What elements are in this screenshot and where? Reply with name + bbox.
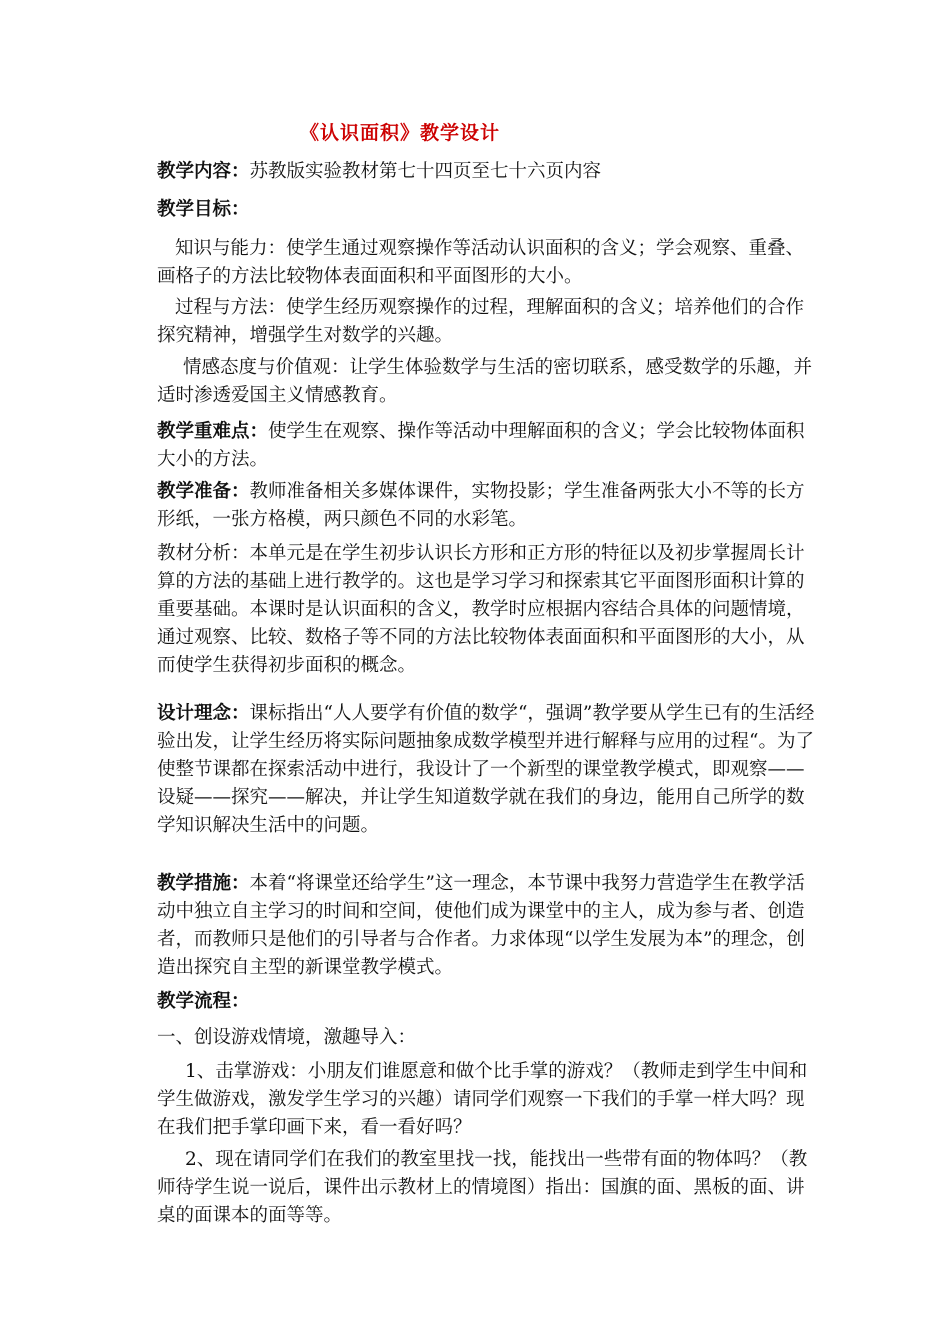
- goal-process-paragraph: 过程与方法：使学生经历观察操作的过程，理解面积的含义；培养他们的合作探究精神，增强学生对数学的兴趣。: [157, 297, 805, 346]
- content-paragraph: [157, 158, 817, 186]
- goal-attitude-paragraph: 情感态度与价值观：让学生体验数学与生活的密切联系，感受数学的乐趣，并适时渗透爱国主义情感教育。: [157, 357, 813, 406]
- content-text: 苏教版实验教材第七十四页至七十六页内容: [249, 161, 602, 182]
- preparation-paragraph: [157, 478, 817, 534]
- measures-label: 教学措施：: [157, 873, 250, 894]
- goal-knowledge-paragraph: 知识与能力：使学生通过观察操作等活动认识面积的含义；学会观察、重叠、画格子的方法比较物体表面面积和平面图形的大小。: [157, 238, 805, 287]
- preparation-text: 教师准备相关多媒体课件，实物投影；学生准备两张大小不等的长方形纸，一张方格模，两只颜色不同的水彩笔。: [157, 481, 805, 530]
- goals-heading: [157, 196, 817, 224]
- step1-item2-paragraph: 2、现在请同学们在我们的教室里找一找，能找出一些带有面的物体吗？（教师待学生说一说后，课件出示教材上的情境图）指出：国旗的面、黑板的面、讲桌的面课本的面等等。: [157, 1149, 808, 1226]
- step1-item1-paragraph: 1、击掌游戏：小朋友们谁愿意和做个比手掌的游戏？（教师走到学生中间和学生做游戏，激发学生学习的兴趣）请同学们观察一下我们的手掌一样大吗？现在我们把手掌印画下来，看一看好吗？: [157, 1061, 808, 1138]
- content-label: 教学内容：: [157, 161, 250, 182]
- key-points-label: 教学重难点：: [157, 421, 269, 442]
- key-points-paragraph: [157, 418, 817, 474]
- concept-text: 课标指出“人人要学有价值的数学“，强调”教学要从学生已有的生活经验出发，让学生经历将实际问题抽象成数学模型并进行解释与应用的过程“。为了使整节课都在探索活动中进行，我设计了一个新型的课堂教学模式，即观察——设疑——探究——解决，并让学生知道数学就在我们的身边，能用自己所学的数学知识解决生活中的问题。: [157, 703, 815, 836]
- analysis-paragraph: 教材分析：本单元是在学生初步认识长方形和正方形的特征以及初步掌握周长计算的方法的基础上进行教学的。这也是学习学习和探索其它平面图形面积计算的重要基础。本课时是认识面积的含义，教学时应根据内容结合具体的问题情境，通过观察、比较、数格子等不同的方法比较物体表面面积和平面图形的大小，从而使学生获得初步面积的概念。: [157, 543, 805, 676]
- document-title: 《认识面积》教学设计: [300, 122, 501, 144]
- step1-heading: 一、创设游戏情境，激趣导入：: [157, 1027, 417, 1048]
- key-points-text: 使学生在观察、操作等活动中理解面积的含义；学会比较物体面积大小的方法。: [157, 421, 805, 470]
- preparation-label: 教学准备：: [157, 481, 250, 502]
- flow-label: 教学流程：: [157, 991, 250, 1012]
- concept-label: 设计理念：: [157, 703, 250, 724]
- flow-heading: [157, 988, 817, 1016]
- goals-label: 教学目标：: [157, 199, 250, 220]
- measures-paragraph: [157, 870, 817, 982]
- measures-text: 本着“将课堂还给学生”这一理念，本节课中我努力营造学生在教学活动中独立自主学习的时间和空间，使他们成为课堂中的主人，成为参与者、创造者，而教师只是他们的引导者与合作者。力求体现“以学生发展为本”的理念，创造出探究自主型的新课堂教学模式。: [157, 873, 805, 978]
- concept-paragraph: [157, 700, 817, 840]
